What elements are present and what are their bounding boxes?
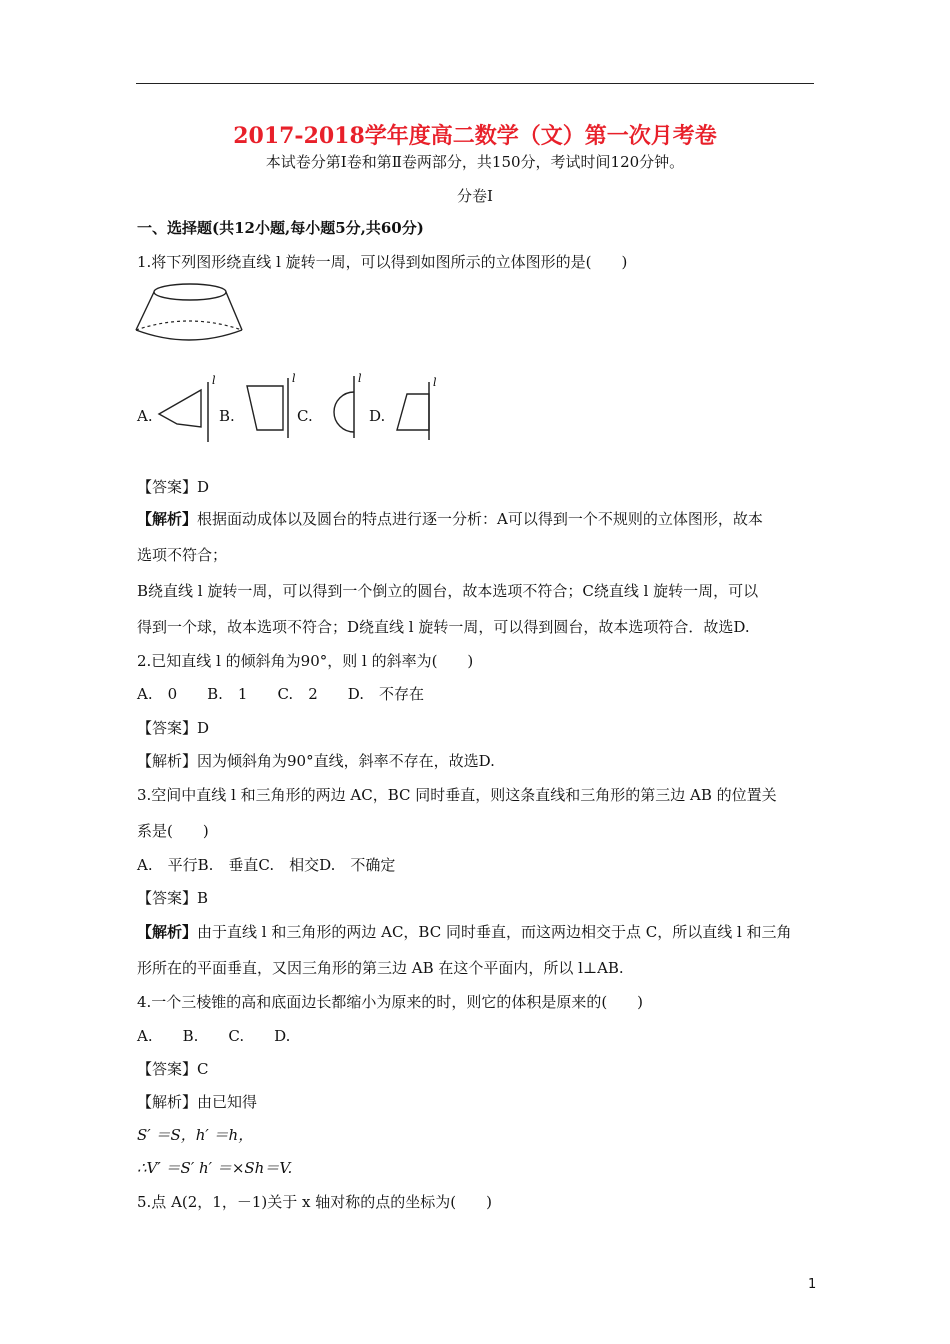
question-3-options: A. 平行B. 垂直C. 相交D. 不确定 bbox=[137, 856, 396, 874]
frustum-bottom-front bbox=[136, 330, 242, 340]
analysis-tag: 【解析】 bbox=[137, 923, 198, 941]
question-4-stem: 4.一个三棱锥的高和底面边长都缩小为原来的时，则它的体积是原来的( ) bbox=[137, 993, 644, 1011]
option-a-shape bbox=[159, 390, 201, 427]
option-a-figure bbox=[157, 372, 219, 444]
frustum-top-ellipse bbox=[154, 284, 226, 300]
question-3-analysis-line-2: 形所在的平面垂直，又因三角形的第三边 AB 在这个平面内，所以 l⊥AB. bbox=[137, 959, 624, 977]
axis-label: l bbox=[433, 376, 437, 389]
analysis-text: 根据面动成体以及圆台的特点进行逐一分析：A可以得到一个不规则的立体图形，故本 bbox=[197, 510, 763, 528]
question-1-analysis-line-3: B绕直线 l 旋转一周，可以得到一个倒立的圆台，故本选项不符合；C绕直线 l 旋转一周，可以 bbox=[137, 582, 759, 600]
question-1-analysis-line-1 bbox=[137, 509, 763, 529]
question-3-analysis-line-1 bbox=[137, 922, 792, 942]
question-4-options: A. B. C. D. bbox=[137, 1027, 291, 1045]
question-4-analysis: 【解析】由已知得 bbox=[137, 1093, 258, 1111]
question-1-analysis-line-4: 得到一个球，故本选项不符合；D绕直线 l 旋转一周，可以得到圆台，故本选项符合．故选D. bbox=[137, 618, 750, 636]
question-1-answer: 【答案】D bbox=[137, 478, 210, 496]
option-b-label: B. bbox=[219, 407, 235, 425]
question-3-stem-line-1: 3.空间中直线 l 和三角形的两边 AC，BC 同时垂直，则这条直线和三角形的第三边 AB 的位置关 bbox=[137, 786, 777, 804]
axis-label: l bbox=[358, 372, 362, 385]
question-1-stem: 1.将下列图形绕直线 l 旋转一周，可以得到如图所示的立体图形的是( ) bbox=[137, 253, 628, 271]
question-3-answer: 【答案】B bbox=[137, 889, 209, 907]
exam-instructions: 本试卷分第Ⅰ卷和第Ⅱ卷两部分，共150分，考试时间120分钟。 bbox=[265, 153, 685, 171]
page-title: 2017-2018学年度高二数学（文）第一次月考卷 bbox=[233, 123, 717, 149]
question-3-stem-line-2: 系是( ) bbox=[137, 822, 209, 840]
question-5-stem: 5.点 A(2，1，－1)关于 x 轴对称的点的坐标为( ) bbox=[137, 1193, 492, 1211]
option-b-shape bbox=[247, 386, 283, 430]
frustum-left-edge bbox=[136, 292, 154, 330]
option-d-label: D. bbox=[369, 407, 386, 425]
section-heading: 一、选择题(共12小题,每小题5分,共60分) bbox=[137, 219, 424, 237]
question-2-analysis: 【解析】因为倾斜角为90°直线，斜率不存在，故选D. bbox=[137, 752, 495, 770]
question-1-analysis-line-2: 选项不符合； bbox=[137, 546, 228, 564]
option-c-label: C. bbox=[297, 407, 313, 425]
frustum-figure bbox=[134, 282, 246, 346]
question-2-stem: 2.已知直线 l 的倾斜角为90°，则 l 的斜率为( ) bbox=[137, 652, 474, 670]
question-4-answer: 【答案】C bbox=[137, 1060, 209, 1078]
analysis-text: 由于直线 l 和三角形的两边 AC，BC 同时垂直，而这两边相交于点 C，所以直线 l 和三角 bbox=[197, 923, 792, 941]
page-number: 1 bbox=[808, 1277, 817, 1292]
question-2-answer: 【答案】D bbox=[137, 719, 210, 737]
question-1-options bbox=[137, 372, 457, 444]
option-c-shape bbox=[334, 392, 354, 432]
frustum-bottom-back bbox=[136, 321, 242, 330]
analysis-tag: 【解析】 bbox=[137, 510, 198, 528]
header-rule bbox=[136, 83, 814, 84]
option-d-figure bbox=[391, 372, 453, 444]
option-a-label: A. bbox=[137, 407, 153, 425]
question-4-equation-1: S′ ＝S，h′ ＝h， bbox=[137, 1126, 254, 1144]
volume-label: 分卷I bbox=[457, 187, 493, 205]
frustum-right-edge bbox=[226, 292, 242, 330]
question-4-equation-2: ∴V′ ＝S′ h′ ＝×Sh＝V. bbox=[137, 1159, 293, 1177]
axis-label: l bbox=[212, 374, 216, 387]
option-b-figure bbox=[241, 372, 303, 444]
question-2-options: A. 0 B. 1 C. 2 D. 不存在 bbox=[137, 685, 424, 703]
axis-label: l bbox=[292, 372, 296, 385]
option-d-shape bbox=[397, 394, 429, 430]
